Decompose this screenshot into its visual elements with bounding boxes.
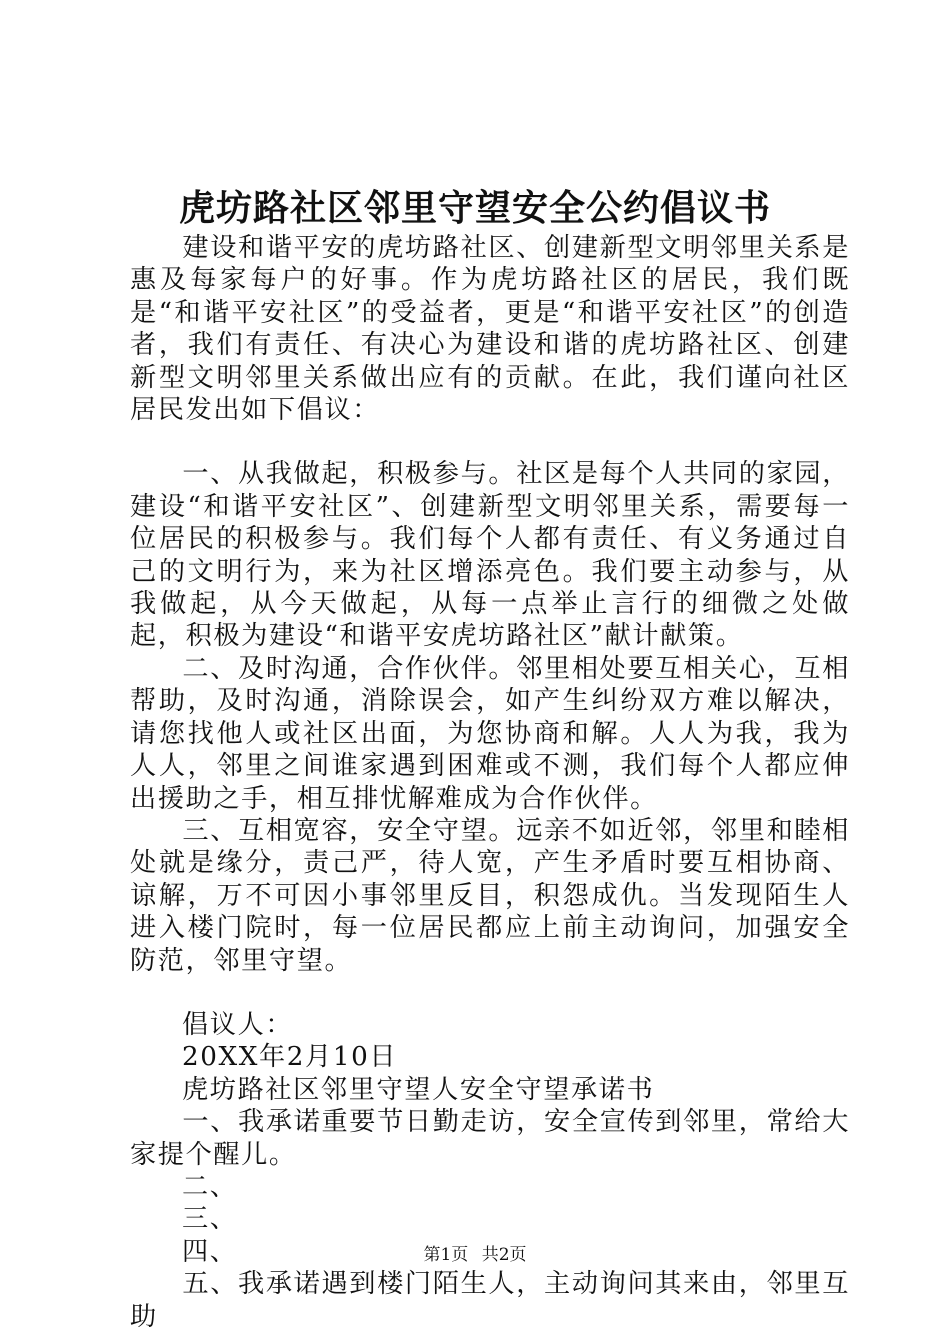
page-footer xyxy=(0,1243,950,1267)
pledge-item: 四、 xyxy=(182,1236,238,1267)
intro-paragraph: 建设和谐平安的虎坊路社区、创建新型文明邻里关系是惠及每家每户的好事。作为虎坊路社区的居民，我们既是“和谐平安社区”的受益者，更是“和谐平安社区”的创造者，我们有责任、有决心为建设和谐的虎坊路社区、创建新型文明邻里关系做出应有的贡献。在此，我们谨向社区居民发出如下倡议： xyxy=(130,233,850,426)
document-body xyxy=(130,232,850,1333)
pledge-item: 一、我承诺重要节日勤走访，安全宣传到邻里，常给大家提个醒儿。 xyxy=(130,1107,850,1170)
pledge-item: 二、 xyxy=(182,1171,238,1202)
page-number: 第1页 xyxy=(423,1245,469,1265)
signer-label: 倡议人： xyxy=(182,1009,294,1040)
document-date: 20XX年2月10日 xyxy=(182,1042,398,1073)
document-title: 虎坊路社区邻里守望安全公约倡议书 xyxy=(178,187,771,229)
proposal-paragraph-1: 一、从我做起，积极参与。社区是每个人共同的家园，建设“和谐平安社区”、创建新型文明邻里关系，需要每一位居民的积极参与。我们每个人都有责任、有义务通过自己的文明行为，来为社区增添亮色。我们要主动参与，从我做起，从今天做起，从每一点举止言行的细微之处做起，积极为建设“和谐平安虎坊路社区”献计献策。 xyxy=(130,459,850,652)
pledge-title: 虎坊路社区邻里守望人安全守望承诺书 xyxy=(182,1074,655,1105)
proposal-paragraph-3: 三、互相宽容，安全守望。远亲不如近邻，邻里和睦相处就是缘分，责己严，待人宽，产生矛盾时要互相协商、谅解，万不可因小事邻里反目，积怨成仇。当发现陌生人进入楼门院时，每一位居民都应上前主动询问，加强安全防范，邻里守望。 xyxy=(130,815,850,976)
proposal-paragraph-2: 二、及时沟通，合作伙伴。邻里相处要互相关心，互相帮助，及时沟通，消除误会，如产生纠纷双方难以解决，请您找他人或社区出面，为您协商和解。人人为我，我为人人，邻里之间谁家遇到困难或不测，我们每个人都应伸出援助之手，相互排忧解难成为合作伙伴。 xyxy=(130,653,850,814)
pledge-item: 三、 xyxy=(182,1204,238,1235)
page-total: 共2页 xyxy=(481,1245,527,1265)
pledge-item: 五、我承诺遇到楼门陌生人，主动询问其来由，邻里互助 xyxy=(130,1269,850,1332)
